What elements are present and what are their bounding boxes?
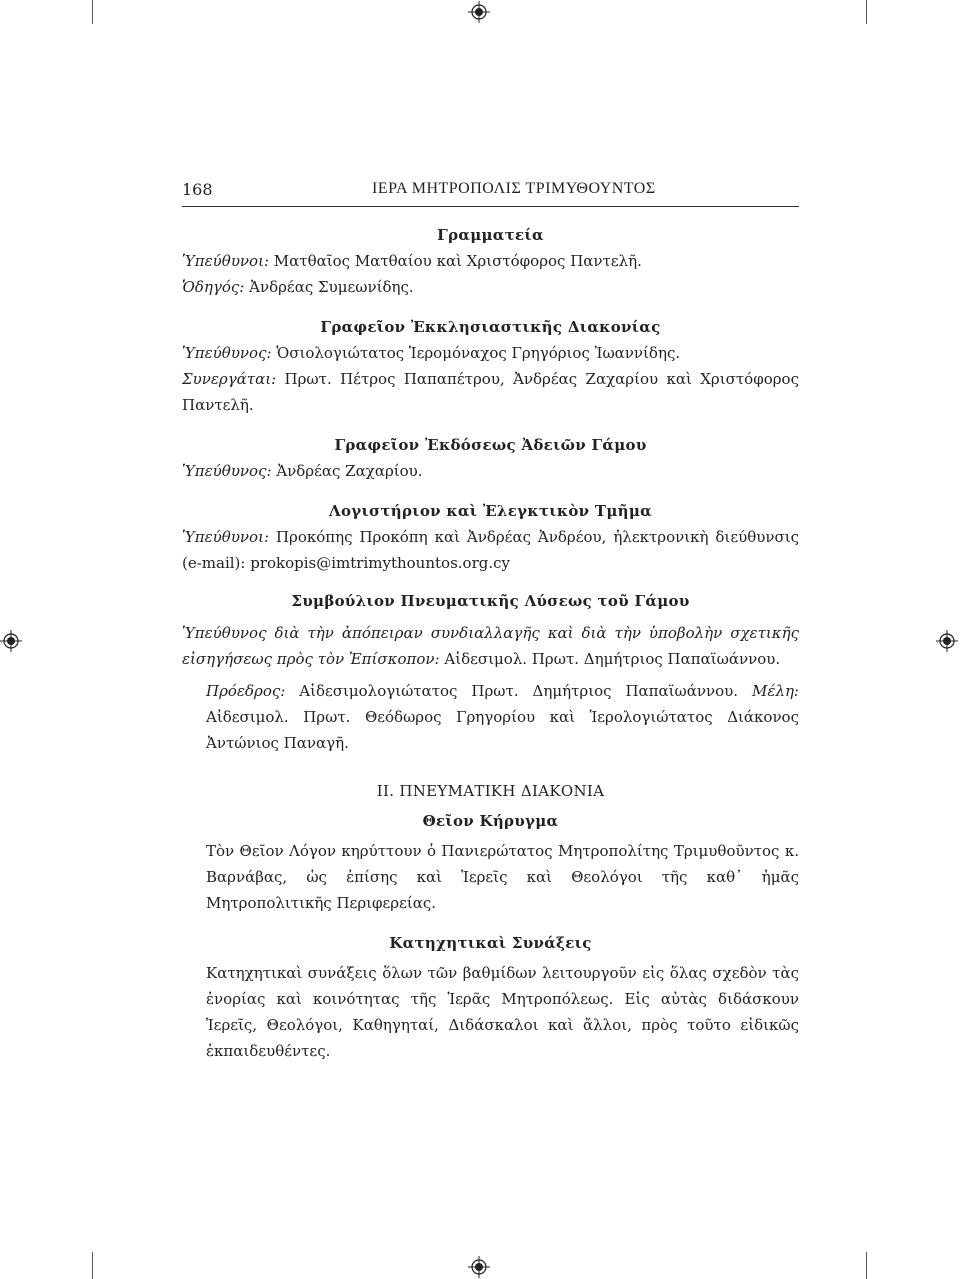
marriage-licences-responsible xyxy=(182,458,799,484)
label: Συνεργάται: xyxy=(182,370,277,388)
council-president-members xyxy=(182,678,799,756)
value: Προκόπης Προκόπη καὶ Ἀνδρέας Ἀνδρέου, ἠλεκτρονικὴ διεύθυνσις (e-mail): prokopis@imtrimythountos.org.cy xyxy=(182,528,799,572)
council-responsible xyxy=(182,620,799,672)
crop-mark-bottom-right xyxy=(866,1252,867,1279)
label: Πρόεδρος: xyxy=(206,682,286,700)
value: Ἀνδρέας Ζαχαρίου. xyxy=(271,462,423,480)
registration-mark-left-icon xyxy=(0,630,22,652)
preaching-text: Τὸν Θεῖον Λόγον κηρύττουν ὁ Πανιερώτατος Μητροπολίτης Τριμυθοῦντος κ. Βαρνάβας, ὡς ἐπίσης καὶ Ἱερεῖς καὶ Θεολόγοι τῆς καθ᾽ ἡμᾶς Μητροπολιτικῆς Περιφερείας. xyxy=(206,842,799,912)
part-title: ΙΙ. ΠΝΕΥΜΑΤΙΚΗ ΔΙΑΚΟΝΙΑ xyxy=(376,782,605,800)
section-heading-preaching: Θεῖον Κήρυγμα xyxy=(422,812,559,830)
value: Αἰδεσιμολογιώτατος Πρωτ. Δημήτριος Παπαϊωάννου. xyxy=(285,682,739,700)
section-heading-catechism: Κατηχητικαὶ Συνάξεις xyxy=(389,934,592,952)
accounting-responsible xyxy=(182,524,799,576)
page-body xyxy=(182,222,799,1064)
section-heading-marriage-licences: Γραφεῖον Ἐκδόσεως Ἀδειῶν Γάμου xyxy=(334,436,647,454)
registration-mark-top-icon xyxy=(468,1,490,23)
section-heading-marriage-council: Συμβούλιον Πνευματικῆς Λύσεως τοῦ Γάμου xyxy=(291,592,690,610)
label: Ὑπεύθυνος διὰ τὴν ἀπόπειραν συνδιαλλαγῆς καὶ διὰ τὴν ὑποβολὴν σχετικῆς εἰσηγήσεως πρὸς τὸν Ἐπίσκοπον: xyxy=(182,624,799,668)
catechism-text: Κατηχητικαὶ συνάξεις ὅλων τῶν βαθμίδων λειτουργοῦν εἰς ὅλας σχεδὸν τὰς ἐνορίας καὶ κοινότητας τῆς Ἱερᾶς Μητροπόλεως. Εἰς αὐτὰς διδάσκουν Ἱερεῖς, Θεολόγοι, Καθηγηταί, Διδάσκαλοι καὶ ἄλλοι, πρὸς τοῦτο εἰδικῶς ἐκπαιδευθέντες. xyxy=(206,964,799,1060)
label: Ὑπεύθυνος: xyxy=(182,462,272,480)
value: Ὁσιολογιώτατος Ἱερομόναχος Γρηγόριος Ἰωαννίδης. xyxy=(271,344,681,362)
ecclesiastical-responsible xyxy=(182,340,799,366)
secretariat-driver xyxy=(182,274,799,300)
label: Μέλη: xyxy=(752,682,799,700)
secretariat-responsible xyxy=(182,248,799,274)
label: Ὑπεύθυνος: xyxy=(182,344,272,362)
crop-mark-bottom-left xyxy=(92,1252,93,1279)
crop-mark-top-left xyxy=(92,0,93,24)
section-heading-secretariat: Γραμματεία xyxy=(437,226,544,244)
value: Ματθαῖος Ματθαίου καὶ Χριστόφορος Παντελῆ. xyxy=(269,252,642,270)
value: Ἀνδρέας Συμεωνίδης. xyxy=(244,278,414,296)
registration-mark-right-icon xyxy=(936,630,958,652)
crop-mark-top-right xyxy=(866,0,867,24)
registration-mark-bottom-icon xyxy=(468,1256,490,1278)
label: Ὁδηγός: xyxy=(182,278,245,296)
running-header xyxy=(182,176,799,207)
label: Ὑπεύθυνοι: xyxy=(182,252,270,270)
ecclesiastical-collaborators xyxy=(182,366,799,418)
value: Πρωτ. Πέτρος Παπαπέτρου, Ἀνδρέας Ζαχαρίου καὶ Χριστόφορος Παντελῆ. xyxy=(182,370,799,414)
page-number: 168 xyxy=(182,180,213,199)
section-heading-accounting: Λογιστήριον καὶ Ἐλεγκτικὸν Τμῆμα xyxy=(329,502,652,520)
running-title: ΙΕΡΑ ΜΗΤΡΟΠΟΛΙΣ ΤΡΙΜΥΘΟΥΝΤΟΣ xyxy=(372,180,656,197)
section-heading-ecclesiastical-ministry: Γραφεῖον Ἐκκλησιαστικῆς Διακονίας xyxy=(320,318,661,336)
value: Αἰδεσιμολ. Πρωτ. Θεόδωρος Γρηγορίου καὶ Ἱερολογιώτατος Διάκονος Ἀντώνιος Παναγῆ. xyxy=(206,708,799,752)
value: Αἰδεσιμολ. Πρωτ. Δημήτριος Παπαϊωάννου. xyxy=(439,650,781,668)
label: Ὑπεύθυνοι: xyxy=(182,528,270,546)
